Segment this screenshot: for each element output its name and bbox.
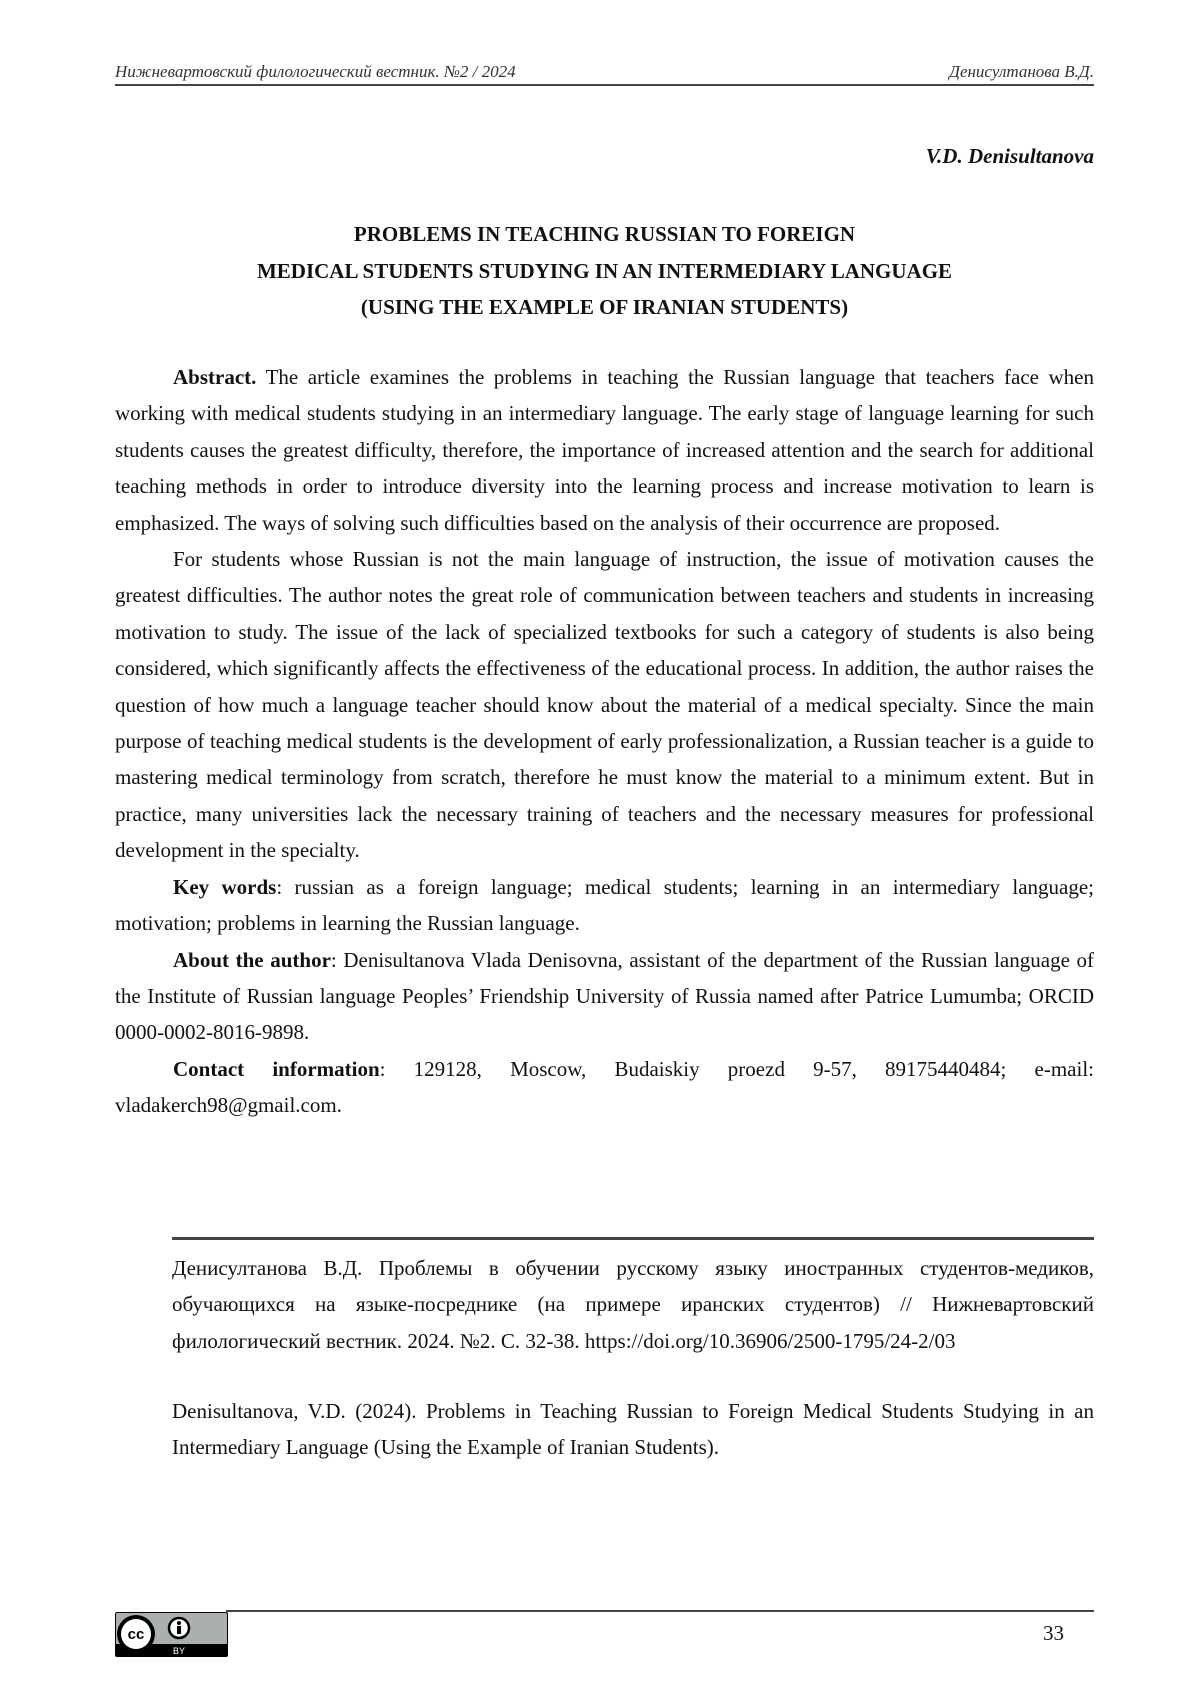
svg-text:cc: cc xyxy=(128,1626,145,1643)
keywords xyxy=(115,869,1094,942)
keywords-text: : russian as a foreign language; medical students; learning in an intermediary language; motivation; problems in learning the Russian language. xyxy=(115,875,1094,935)
contact-label: Contact information xyxy=(173,1057,380,1081)
about-label: About the author xyxy=(173,948,331,972)
footer-rule xyxy=(226,1610,1094,1612)
running-header xyxy=(115,60,1094,86)
cc-by-license-badge xyxy=(115,1612,228,1657)
cc-by-icon xyxy=(116,1613,227,1656)
svg-text:BY: BY xyxy=(173,1646,185,1656)
abstract-label: Abstract. xyxy=(173,365,256,389)
about-text: : Denisultanova Vlada Denisovna, assistant of the department of the Russian language of the Institute of Russian language Peoples’ Friendship University of Russia named after Patrice Lumumba; ORCID 0000-0002-8016-9898. xyxy=(115,948,1094,1045)
abstract-text: The article examines the problems in teaching the Russian language that teachers face when working with medical students studying in an intermediary language. The early stage of language learning for such students causes the greatest difficulty, therefore, the importance of increased attention and the search for additional teaching methods in order to introduce diversity into the learning process and increase motivation to learn is emphasized. The ways of solving such difficulties based on the analysis of their occurrence are proposed. xyxy=(115,365,1094,535)
title-line: MEDICAL STUDENTS STUDYING IN AN INTERMEDIARY LANGUAGE xyxy=(115,253,1094,290)
citation-english: Denisultanova, V.D. (2024). Problems in Teaching Russian to Foreign Medical Students Studying in an Intermediary Language (Using the Example of Iranian Students). xyxy=(172,1393,1094,1466)
contact-info xyxy=(115,1051,1094,1124)
paper-page xyxy=(0,0,1200,1697)
journal-name: Нижневартовский филологический вестник. №2 / 2024 xyxy=(115,62,516,82)
citation-russian: Денисултанова В.Д. Проблемы в обучении русскому языку иностранных студентов-медиков, обучающихся на языке-посреднике (на примере иранских студентов) // Нижневартовский филологический вестник. 2024. №2. С. 32-38. https://doi.org/10.36906/2500-1795/24-2/03 xyxy=(172,1250,1094,1359)
abstract-paragraph xyxy=(115,359,1094,541)
abstract-paragraph-2: For students whose Russian is not the main language of instruction, the issue of motivation causes the greatest difficulties. The author notes the great role of communication between teachers and students in increasing motivation to study. The issue of the lack of specialized textbooks for such a category of students is also being considered, which significantly affects the effectiveness of the educational process. In addition, the author raises the question of how much a language teacher should know about the material of a medical specialty. Since the main purpose of teaching medical students is the development of early professionalization, a Russian teacher is a guide to mastering medical terminology from scratch, therefore he must know the material to a minimum extent. But in practice, many universities lack the necessary training of teachers and the necessary measures for professional development in the specialty. xyxy=(115,541,1094,869)
article-title xyxy=(115,216,1094,326)
page-number: 33 xyxy=(1043,1621,1064,1646)
citation-divider xyxy=(172,1237,1094,1240)
author-name: V.D. Denisultanova xyxy=(926,144,1094,169)
abstract-section xyxy=(115,359,1094,1124)
about-author xyxy=(115,942,1094,1051)
title-line: PROBLEMS IN TEACHING RUSSIAN TO FOREIGN xyxy=(115,216,1094,253)
title-line: (USING THE EXAMPLE OF IRANIAN STUDENTS) xyxy=(115,289,1094,326)
keywords-label: Key words xyxy=(173,875,276,899)
header-author: Денисултанова В.Д. xyxy=(949,62,1094,82)
contact-text: : 129128, Moscow, Budaiskiy proezd 9-57, 89175440484; e-mail: vladakerch98@gmail.com. xyxy=(115,1057,1094,1117)
